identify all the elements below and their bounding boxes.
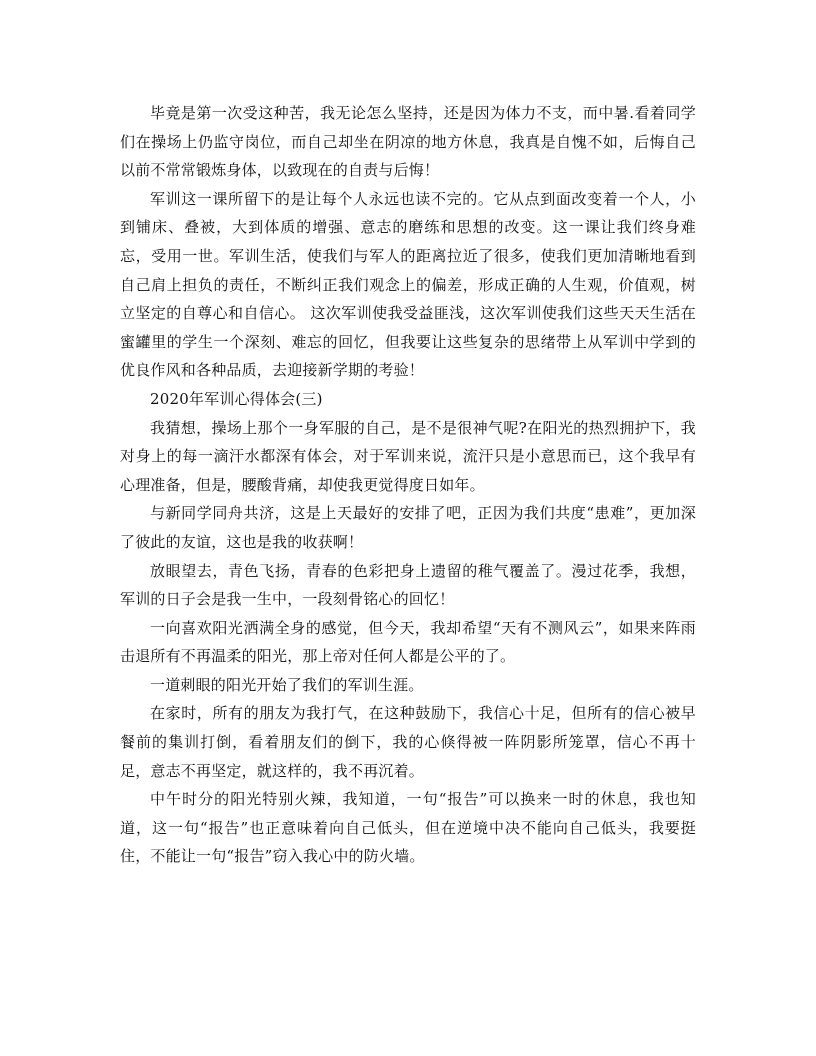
paragraph: 一向喜欢阳光洒满全身的感觉，但今天，我却希望“天有不测风云”，如果来阵雨击退所有不再温柔的阳光，那上帝对任何人都是公平的了。 [120,618,696,666]
document-body [120,99,696,871]
paragraph: 军训这一课所留下的是让每个人永远也读不完的。它从点到面改变着一个人，小到铺床、叠被，大到体质的增强、意志的磨练和思想的改变。这一课让我们终身难忘，受用一世。军训生活，使我们与军人的距离拉近了很多，使我们更加清晰地看到自己肩上担负的责任，不断纠正我们观念上的偏差，形成正确的人生观，价值观，树立坚定的自尊心和自信心。 这次军训使我受益匪浅，这次军训使我们这些天天生活在蜜罐里的学生一个深刻、难忘的回忆，但我要让这些复杂的思绪带上从军训中学到的优良作风和各种品质，去迎接新学期的考验！ [120,189,696,380]
paragraph: 毕竟是第一次受这种苦，我无论怎么坚持，还是因为体力不支，而中暑.看着同学们在操场上仍监守岗位，而自己却坐在阴凉的地方休息，我真是自愧不如，后悔自己以前不常常锻炼身体，以致现在的自责与后悔！ [120,104,696,180]
paragraph: 放眼望去，青色飞扬，青春的色彩把身上遗留的稚气覆盖了。漫过花季，我想，军训的日子会是我一生中，一段刻骨铭心的回忆！ [120,561,696,609]
paragraph: 一道刺眼的阳光开始了我们的军训生涯。 [150,675,424,694]
section-heading: 2020年军训心得体会(三) [150,389,323,408]
paragraph: 我猜想，操场上那个一身军服的自己，是不是很神气呢?在阳光的热烈拥护下，我对身上的每一滴汗水都深有体会，对于军训来说，流汗只是小意思而已，这个我早有心理准备，但是，腰酸背痛，却使我更觉得度日如年。 [120,418,696,494]
paragraph: 在家时，所有的朋友为我打气，在这种鼓励下，我信心十足，但所有的信心被早餐前的集训打倒，看着朋友们的倒下，我的心倏得被一阵阴影所笼罩，信心不再十足，意志不再坚定，就这样的，我不再沉着。 [120,704,696,780]
paragraph: 与新同学同舟共济，这是上天最好的安排了吧，正因为我们共度“患难”，更加深了彼此的友谊，这也是我的收获啊！ [120,504,696,551]
paragraph: 中午时分的阳光特别火辣，我知道，一句“报告”可以换来一时的休息，我也知道，这一句“报告”也正意味着向自己低头，但在逆境中决不能向自己低头，我要挺住，不能让一句“报告”窃入我心中的防火墙。 [120,790,696,866]
